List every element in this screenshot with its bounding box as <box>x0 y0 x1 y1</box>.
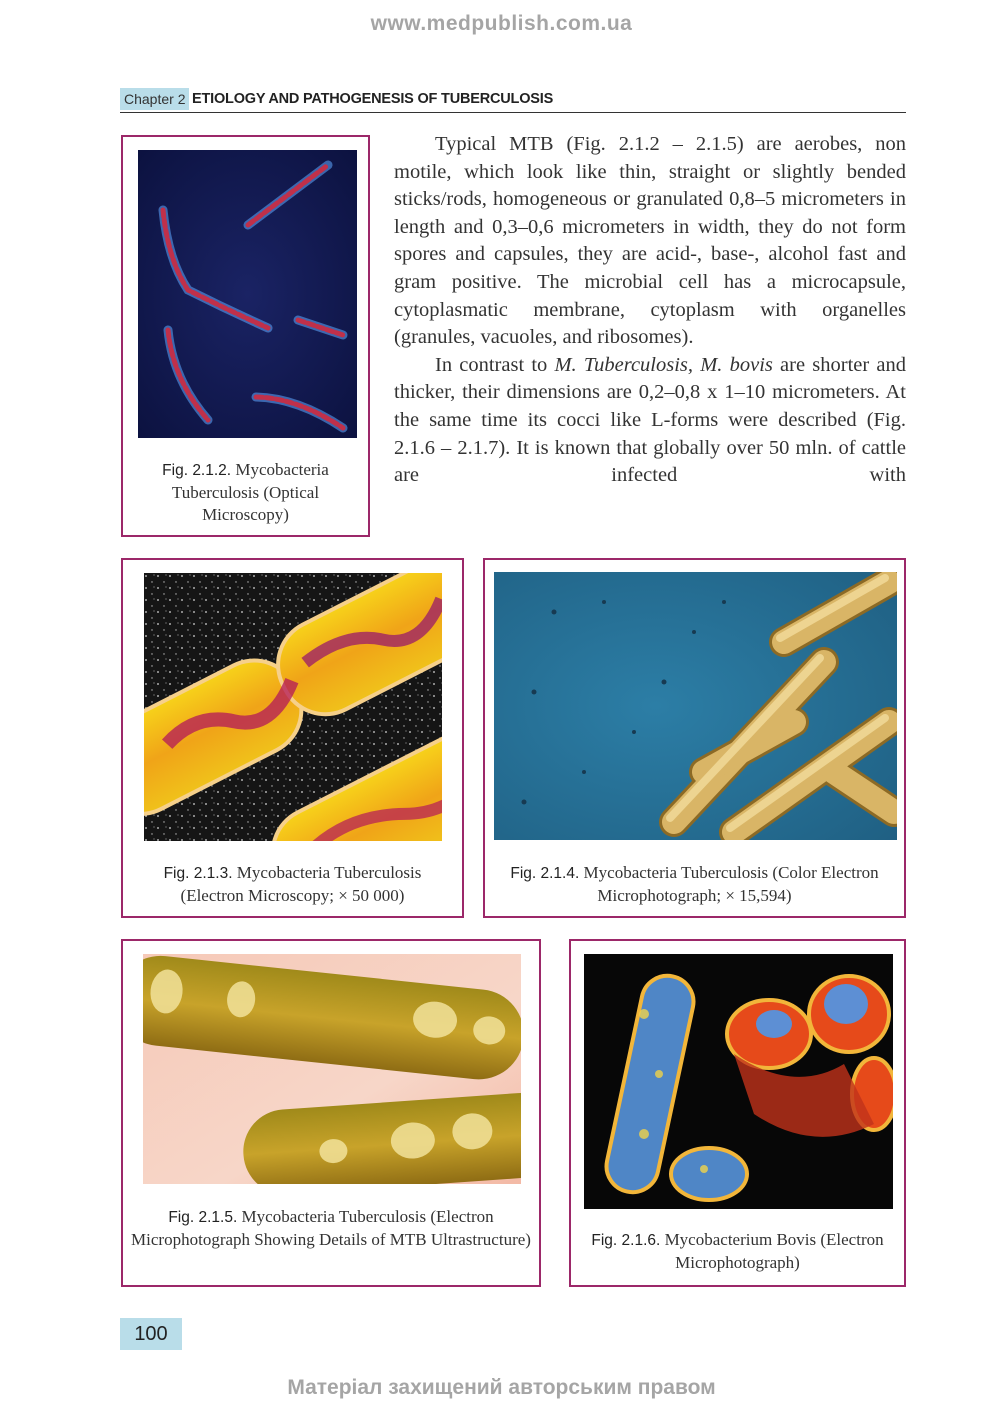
figure-image-mtb-ultrastructure <box>143 954 521 1184</box>
figure-2-1-6 <box>569 939 906 1287</box>
figure-caption <box>133 459 358 526</box>
figure-label: Fig. 2.1.5. <box>168 1209 238 1226</box>
paragraph-1: Typical MTB (Fig. 2.1.2 – 2.1.5) are aerobes, non motile, which look like thin, straight or slightly bended sticks/rods, homogeneous or granulated 0,8–5 micrometers in length and 0,3–0,6 micrometers in width, they do not form spores and capsules, they are acid-, base-, alcohol fast and gram positive. The microbial cell has a microcapsule, cytoplasmatic membrane, cytoplasm with organelles (granules, vacuoles, and ribosomes). <box>394 133 906 349</box>
figure-caption-text: Mycobacterium Bovis (Electron Microphotograph) <box>664 1230 884 1272</box>
figure-caption <box>131 1206 531 1251</box>
watermark-top: www.medpublish.com.ua <box>370 12 633 35</box>
watermark-bottom: Матеріал захищений авторським правом <box>287 1376 716 1399</box>
figure-caption-text: Mycobacteria Tuberculosis (Electron Microscopy; × 50 000) <box>180 863 422 905</box>
species-names: M. Tuberculosis, M. bovis <box>554 353 773 376</box>
figure-image-color-electron-micrograph <box>494 572 897 840</box>
figure-caption-text: Mycobacteria Tuberculosis (Optical Microscopy) <box>171 460 329 524</box>
figure-caption <box>131 862 454 907</box>
chapter-label: Chapter 2 <box>120 88 189 110</box>
figure-label: Fig. 2.1.2. <box>162 462 232 479</box>
paragraph-2: In contrast to M. Tuberculosis, M. bovis are shorter and thicker, their dimensions are 0,2–0,8 x 1–10 micrometers. At the same time its cocci like L-forms were described (Fig. 2.1.6 – 2.1.7). It is known that globally over 50 mln. of cattle are infected with <box>394 353 906 487</box>
figure-caption <box>493 862 896 907</box>
figure-image-optical-microscopy <box>138 150 357 438</box>
figure-2-1-2 <box>121 135 370 537</box>
chapter-header <box>120 88 906 113</box>
figure-label: Fig. 2.1.6. <box>591 1232 661 1249</box>
page-number: 100 <box>120 1318 182 1350</box>
figure-image-electron-microscopy <box>144 573 442 841</box>
figure-label: Fig. 2.1.4. <box>510 865 580 882</box>
chapter-title: ETIOLOGY AND PATHOGENESIS OF TUBERCULOSIS <box>192 91 554 107</box>
figure-caption <box>579 1229 896 1274</box>
figure-2-1-3 <box>121 558 464 918</box>
body-text <box>394 131 906 490</box>
figure-label: Fig. 2.1.3. <box>163 865 233 882</box>
figure-caption-text: Mycobacteria Tuberculosis (Electron Microphotograph Showing Details of MTB Ultrastructure) <box>131 1207 531 1249</box>
figure-caption-text: Mycobacteria Tuberculosis (Color Electron Microphotograph; × 15,594) <box>583 863 879 905</box>
figure-2-1-5 <box>121 939 541 1287</box>
figure-2-1-4 <box>483 558 906 918</box>
figure-image-mycobacterium-bovis <box>584 954 893 1209</box>
